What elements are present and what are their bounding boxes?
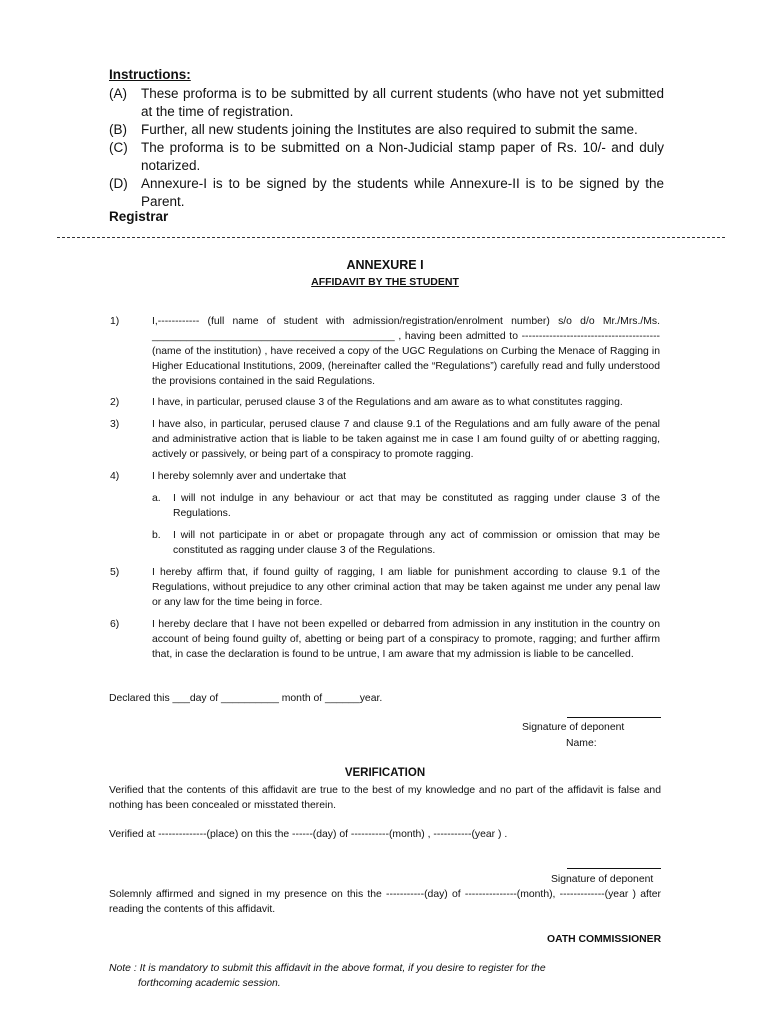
point-text: I have also, in particular, perused clause 7 and clause 9.1 of the Regulations and am fully aware of the penal and administrative action that is liable to be taken against me in case I am found guilty of or abetting ragging, actively or passively, or being part of a conspiracy to promote ragging.: [152, 419, 660, 460]
point-text: I hereby affirm that, if found guilty of ragging, I am liable for punishment according to clause 9.1 of the Regulations, without prejudice to any other criminal action that may be taken against me under any penal law or any law for the time being in force.: [152, 567, 660, 608]
point-number: 4): [110, 471, 120, 482]
note-line: forthcoming academic session.: [138, 978, 281, 989]
subpoint-text: I will not indulge in any behaviour or act that may be constituted as ragging under clause 3 of the Regulations.: [173, 493, 660, 519]
note: [109, 961, 669, 991]
instruction-item-a: [109, 85, 664, 121]
annexure-subtitle: AFFIDAVIT BY THE STUDENT: [311, 276, 459, 288]
signature-line: [567, 717, 661, 718]
subpoint-text: I will not participate in or abet or propagate through any act of commission or omission that may be constituted as ragging under clause 3 of the Regulations.: [173, 530, 660, 556]
name-label: Name:: [566, 738, 597, 749]
instruction-text: These proforma is to be submitted by all current students (who have not yet submitted at the time of registration.: [141, 86, 664, 119]
instruction-letter: (A): [109, 86, 127, 101]
instructions-title: Instructions:: [109, 67, 191, 82]
registrar-signoff: Registrar: [109, 209, 169, 224]
signature-line: [567, 868, 661, 869]
declared-line: Declared this ___day of __________ month of ______year.: [109, 693, 383, 704]
point-text: I hereby solemnly aver and undertake that: [152, 471, 347, 482]
subpoint-label: b.: [152, 530, 161, 541]
instruction-letter: (C): [109, 140, 128, 155]
point-number: 2): [110, 397, 120, 408]
signature-of-deponent-label: Signature of deponent: [551, 874, 654, 885]
point-text: I,------------ (full name of student with admission/registration/enrolment number) s/o d/o Mr./Mrs./Ms. __________________________________________ , having been admitted to ----------------------------------------(name of the institution) , have received a copy of the UGC Regulations on Curbing the Menace of Ragging in Higher Educational Institutions, 2009, (hereinafter called the “Regulations”) carefully read and fully understood the provisions contained in the said Regulations.: [152, 316, 660, 387]
verification-title: VERIFICATION: [344, 767, 426, 779]
instruction-text: Further, all new students joining the Institutes are also required to submit the same.: [141, 122, 638, 137]
instruction-item-d: [109, 175, 664, 211]
point-number: 1): [110, 316, 120, 327]
dashed-divider: [57, 237, 725, 238]
oath-commissioner-label: OATH COMMISSIONER: [547, 934, 662, 945]
instruction-letter: (D): [109, 176, 128, 191]
verification-text: Verified that the contents of this affidavit are true to the best of my knowledge and no part of the affidavit is false and nothing has been concealed or misstated therein.: [109, 785, 661, 811]
verified-at-line: Verified at --------------(place) on this the ------(day) of -----------(month) , -----------(year ) .: [109, 829, 508, 840]
point-number: 6): [110, 619, 120, 630]
instruction-item-b: [109, 121, 664, 139]
instruction-letter: (B): [109, 122, 127, 137]
note-line: Note : It is mandatory to submit this affidavit in the above format, if you desire to register for the: [109, 963, 546, 974]
solemnly-affirmed-text: Solemnly affirmed and signed in my presence on this the -----------(day) of ---------------(month), -------------(year ) after reading the contents of this affidavit.: [109, 889, 661, 915]
instruction-text: The proforma is to be submitted on a Non-Judicial stamp paper of Rs. 10/- and duly notarized.: [141, 140, 664, 173]
point-number: 3): [110, 419, 120, 430]
annexure-title: ANNEXURE I: [346, 258, 424, 272]
signature-of-deponent-label: Signature of deponent: [522, 722, 625, 733]
point-text: I hereby declare that I have not been expelled or debarred from admission in any institution in the country on account of being found guilty of, abetting or being part of a conspiracy to promote, ragging; and further affirm that, in case the declaration is found to be untrue, I am aware that my admission is liable to be cancelled.: [152, 619, 660, 660]
subpoint-label: a.: [152, 493, 161, 504]
point-text: I have, in particular, perused clause 3 of the Regulations and am aware as to what constitutes ragging.: [152, 397, 623, 408]
instruction-item-c: [109, 139, 664, 175]
point-number: 5): [110, 567, 120, 578]
instruction-text: Annexure-I is to be signed by the students while Annexure-II is to be signed by the Parent.: [141, 176, 664, 209]
